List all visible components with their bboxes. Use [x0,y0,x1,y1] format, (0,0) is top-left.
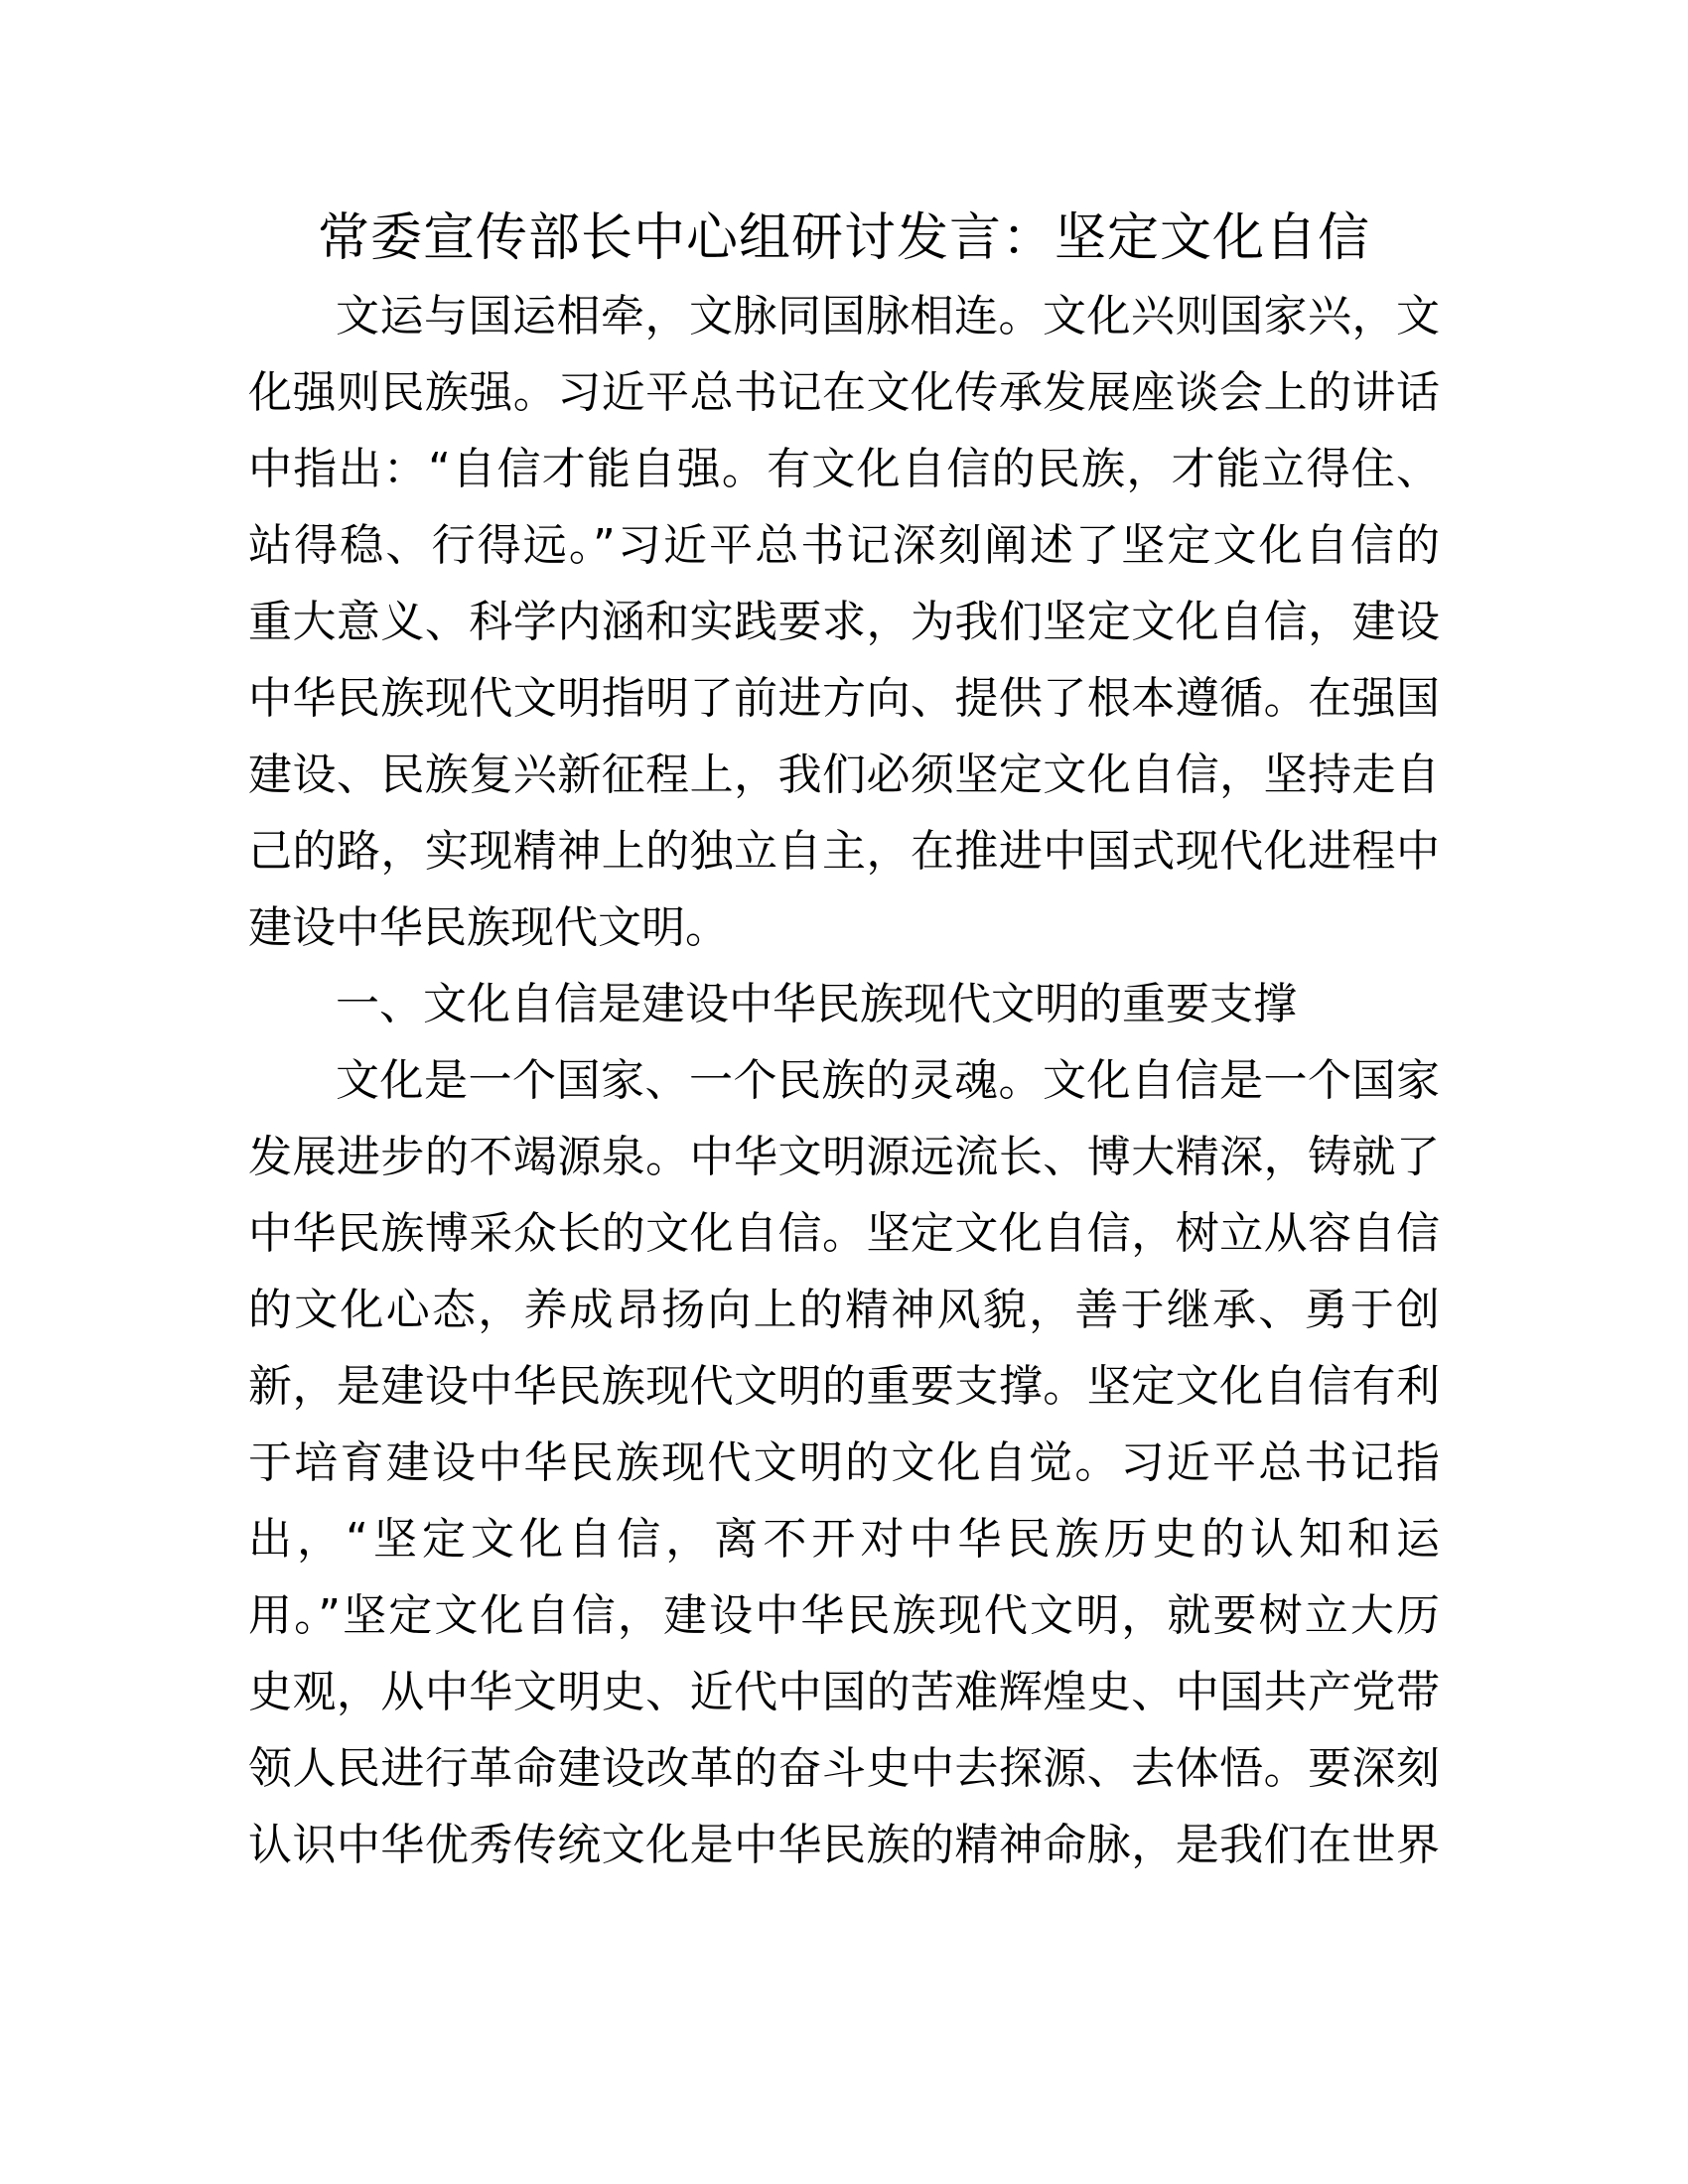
text-line: 史观，从中华文明史、近代中国的苦难辉煌史、中国共产党带 [248,1667,1440,1717]
text-line: 中华民族博采众长的文化自信。坚定文化自信，树立从容自信 [248,1208,1440,1259]
text-line: 建设中华民族现代文明。 [248,902,729,953]
text-line: 于培育建设中华民族现代文明的文化自觉。习近平总书记指 [248,1437,1440,1488]
text-line: 发展进步的不竭源泉。中华文明源远流长、博大精深，铸就了 [248,1132,1440,1182]
text-line: 新，是建设中华民族现代文明的重要支撑。坚定文化自信有利 [248,1361,1440,1412]
text-line: 化强则民族强。习近平总书记在文化传承发展座谈会上的讲话 [248,367,1440,418]
text-line: 站得稳、行得远。”习近平总书记深刻阐述了坚定文化自信的 [248,520,1440,571]
document-title: 常委宣传部长中心组研讨发言：坚定文化自信 [317,208,1370,268]
section-heading [248,966,1450,1042]
text-line: 文运与国运相牵，文脉同国脉相连。文化兴则国家兴，文 [336,291,1440,341]
text-line: 中华民族现代文明指明了前进方向、提供了根本遵循。在强国 [248,673,1440,724]
text-line: 领人民进行革命建设改革的奋斗史中去探源、去体悟。要深刻 [248,1743,1440,1794]
text-line: 重大意义、科学内涵和实践要求，为我们坚定文化自信，建设 [248,597,1440,647]
document-body [248,278,1450,1883]
text-line: 建设、民族复兴新征程上，我们必须坚定文化自信，坚持走自 [248,750,1440,800]
text-line: 中指出：“自信才能自强。有文化自信的民族，才能立得住、 [248,444,1440,494]
paragraph-intro [248,278,1450,966]
text-line: 的文化心态，养成昂扬向上的精神风貌，善于继承、勇于创 [248,1285,1440,1335]
text-line: 认识中华优秀传统文化是中华民族的精神命脉，是我们在世界 [248,1820,1440,1870]
text-line: 己的路，实现精神上的独立自主，在推进中国式现代化进程中 [248,826,1440,877]
paragraph-section-one [248,1042,1450,1883]
text-line: 出，“坚定文化自信，离不开对中华民族历史的认知和运 [248,1514,1440,1565]
section-heading-text: 一、文化自信是建设中华民族现代文明的重要支撑 [336,979,1297,1029]
text-line: 文化是一个国家、一个民族的灵魂。文化自信是一个国家 [336,1055,1440,1106]
text-line: 用。”坚定文化自信，建设中华民族现代文明，就要树立大历 [248,1590,1440,1641]
